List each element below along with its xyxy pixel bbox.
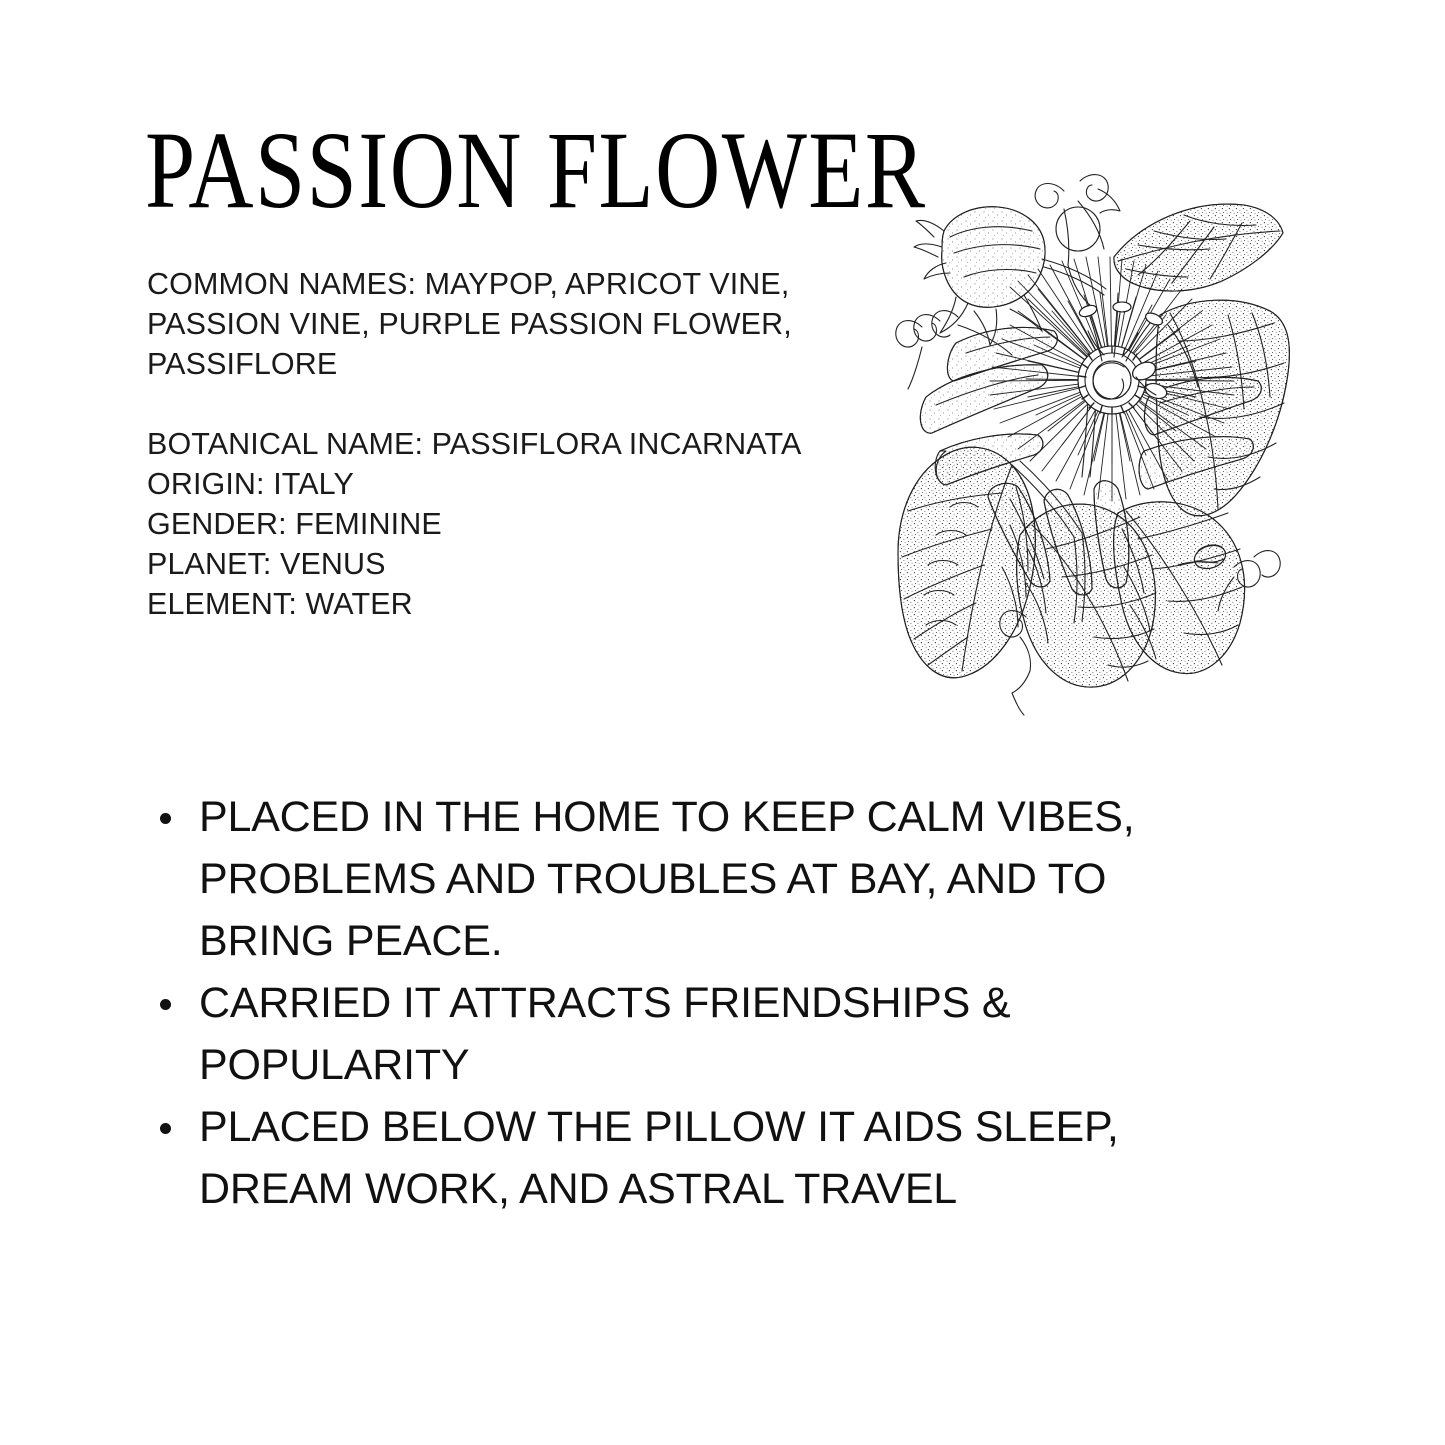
- info-line: GENDER: FEMININE: [147, 507, 442, 541]
- info-line: PASSIFLORE: [147, 347, 338, 381]
- passion-flower-illustration: [892, 165, 1292, 717]
- leaf-upper-right: [1114, 204, 1283, 291]
- page-title: PASSION FLOWER: [145, 110, 927, 232]
- bullet-dot-icon: [160, 813, 171, 824]
- list-item: [152, 786, 1212, 972]
- leaf-lower-left: [898, 447, 1035, 677]
- info-section: [147, 264, 907, 624]
- info-block-botanical-attributes: [147, 424, 907, 624]
- info-line: PLANET: VENUS: [147, 547, 386, 581]
- list-item-text: PLACED IN THE HOME TO KEEP CALM VIBES, PROBLEMS AND TROUBLES AT BAY, AND TO BRING PEACE.: [199, 793, 1135, 965]
- list-item-text: PLACED BELOW THE PILLOW IT AIDS SLEEP, DREAM WORK, AND ASTRAL TRAVEL: [199, 1103, 1119, 1213]
- tendril-top: [1035, 175, 1120, 307]
- list-item: [152, 972, 1212, 1096]
- info-line: PASSION VINE, PURPLE PASSION FLOWER,: [147, 307, 792, 341]
- info-line: BOTANICAL NAME: PASSIFLORA INCARNATA: [147, 427, 802, 461]
- info-block-common-names: [147, 264, 907, 384]
- info-line: ORIGIN: ITALY: [147, 467, 354, 501]
- list-item-text: CARRIED IT ATTRACTS FRIENDSHIPS & POPULARITY: [199, 979, 1011, 1089]
- flower-bud: [914, 207, 1106, 345]
- bullet-dot-icon: [160, 999, 171, 1010]
- uses-list: [152, 786, 1212, 1220]
- list-item: [152, 1096, 1212, 1220]
- info-line: COMMON NAMES: MAYPOP, APRICOT VINE,: [147, 267, 790, 301]
- flower-center: [1078, 346, 1146, 414]
- info-line: ELEMENT: WATER: [147, 587, 413, 621]
- bullet-dot-icon: [160, 1123, 171, 1134]
